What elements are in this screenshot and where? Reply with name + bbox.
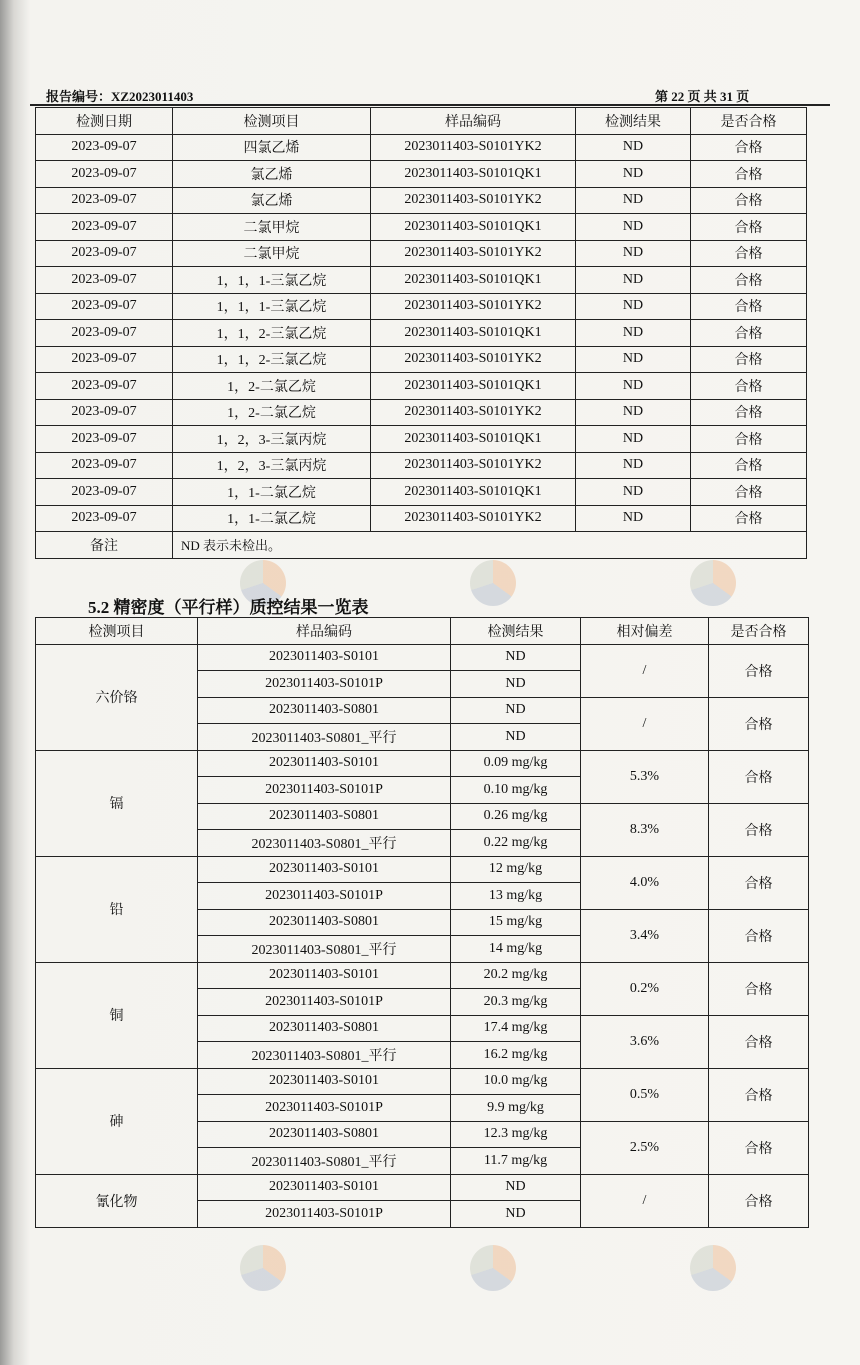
test-item: 铅 bbox=[36, 856, 198, 962]
watermark-logo-icon bbox=[470, 1245, 516, 1291]
sample-code: 2023011403-S0801 bbox=[198, 1015, 451, 1042]
table-row bbox=[36, 134, 807, 161]
table-cell: 合格 bbox=[691, 187, 807, 214]
column-header: 检测项目 bbox=[36, 618, 198, 645]
watermark-logo-icon bbox=[690, 560, 736, 606]
table-cell: 氯乙烯 bbox=[173, 187, 371, 214]
table-cell: 合格 bbox=[691, 214, 807, 241]
table-cell: ND bbox=[576, 240, 691, 267]
table-cell: 2023011403-S0101QK1 bbox=[371, 373, 576, 400]
sample-code: 2023011403-S0801 bbox=[198, 697, 451, 724]
table-cell: ND bbox=[576, 134, 691, 161]
table-cell: 合格 bbox=[691, 293, 807, 320]
table-cell: 2023-09-07 bbox=[36, 426, 173, 453]
sample-code: 2023011403-S0101 bbox=[198, 1174, 451, 1201]
test-result: 20.2 mg/kg bbox=[451, 962, 581, 989]
sample-code: 2023011403-S0101P bbox=[198, 1095, 451, 1122]
table-cell: 合格 bbox=[691, 373, 807, 400]
test-item: 氰化物 bbox=[36, 1174, 198, 1227]
table-row bbox=[36, 1174, 809, 1201]
table-cell: 合格 bbox=[691, 320, 807, 347]
test-result: ND bbox=[451, 644, 581, 671]
table-cell: 2023-09-07 bbox=[36, 505, 173, 532]
watermark-logo-icon bbox=[690, 1245, 736, 1291]
table-cell: 合格 bbox=[691, 134, 807, 161]
sample-code: 2023011403-S0101P bbox=[198, 989, 451, 1016]
table-row bbox=[36, 187, 807, 214]
table-cell: ND bbox=[576, 161, 691, 188]
column-header: 检测结果 bbox=[576, 108, 691, 135]
table-row bbox=[36, 962, 809, 989]
column-header: 样品编码 bbox=[198, 618, 451, 645]
sample-code: 2023011403-S0101P bbox=[198, 777, 451, 804]
test-result: 12.3 mg/kg bbox=[451, 1121, 581, 1148]
table-cell: 合格 bbox=[691, 452, 807, 479]
table-cell: 1，1，2-三氯乙烷 bbox=[173, 320, 371, 347]
test-result: ND bbox=[451, 1201, 581, 1228]
table-cell: ND bbox=[576, 373, 691, 400]
table-cell: 2023-09-07 bbox=[36, 320, 173, 347]
test-item: 砷 bbox=[36, 1068, 198, 1174]
table-row bbox=[36, 214, 807, 241]
table-row bbox=[36, 452, 807, 479]
table-cell: ND bbox=[576, 293, 691, 320]
relative-deviation: / bbox=[581, 644, 709, 697]
sample-code: 2023011403-S0101 bbox=[198, 962, 451, 989]
table-row bbox=[36, 373, 807, 400]
column-header: 相对偏差 bbox=[581, 618, 709, 645]
pass-status: 合格 bbox=[709, 750, 809, 803]
section-title: 5.2 精密度（平行样）质控结果一览表 bbox=[88, 598, 369, 617]
table-row bbox=[36, 644, 809, 671]
table-cell: 合格 bbox=[691, 426, 807, 453]
watermark-logo-icon bbox=[240, 1245, 286, 1291]
test-result: 17.4 mg/kg bbox=[451, 1015, 581, 1042]
test-result: 15 mg/kg bbox=[451, 909, 581, 936]
table-cell: ND bbox=[576, 399, 691, 426]
table-row bbox=[36, 505, 807, 532]
column-header: 是否合格 bbox=[691, 108, 807, 135]
table-cell: 2023-09-07 bbox=[36, 452, 173, 479]
column-header: 样品编码 bbox=[371, 108, 576, 135]
table-cell: 1，2，3-三氯丙烷 bbox=[173, 452, 371, 479]
sample-code: 2023011403-S0801_平行 bbox=[198, 830, 451, 857]
table-cell: 二氯甲烷 bbox=[173, 240, 371, 267]
sample-code: 2023011403-S0801 bbox=[198, 909, 451, 936]
table-cell: 1，1，1-三氯乙烷 bbox=[173, 293, 371, 320]
sample-code: 2023011403-S0101 bbox=[198, 644, 451, 671]
test-result: 13 mg/kg bbox=[451, 883, 581, 910]
test-item: 镉 bbox=[36, 750, 198, 856]
pass-status: 合格 bbox=[709, 803, 809, 856]
column-header: 检测结果 bbox=[451, 618, 581, 645]
table-cell: 2023-09-07 bbox=[36, 267, 173, 294]
table-cell: 2023-09-07 bbox=[36, 161, 173, 188]
note-label: 备注 bbox=[36, 532, 173, 559]
table-row bbox=[36, 161, 807, 188]
table-cell: ND bbox=[576, 505, 691, 532]
table-row bbox=[36, 240, 807, 267]
pass-status: 合格 bbox=[709, 1174, 809, 1227]
column-header: 检测日期 bbox=[36, 108, 173, 135]
table-cell: 1，2-二氯乙烷 bbox=[173, 399, 371, 426]
report-number: 报告编号：XZ2023011403 bbox=[46, 89, 194, 104]
table-cell: 1，1-二氯乙烷 bbox=[173, 505, 371, 532]
table-cell: 2023011403-S0101YK2 bbox=[371, 346, 576, 373]
table-cell: ND bbox=[576, 346, 691, 373]
table-cell: 四氯乙烯 bbox=[173, 134, 371, 161]
test-result: ND bbox=[451, 724, 581, 751]
table-cell: 1，2，3-三氯丙烷 bbox=[173, 426, 371, 453]
table-row bbox=[36, 320, 807, 347]
test-result: 16.2 mg/kg bbox=[451, 1042, 581, 1069]
pass-status: 合格 bbox=[709, 909, 809, 962]
table-row bbox=[36, 267, 807, 294]
test-result: 0.09 mg/kg bbox=[451, 750, 581, 777]
sample-code: 2023011403-S0101P bbox=[198, 1201, 451, 1228]
pass-status: 合格 bbox=[709, 1121, 809, 1174]
test-result: 14 mg/kg bbox=[451, 936, 581, 963]
sample-code: 2023011403-S0801_平行 bbox=[198, 724, 451, 751]
sample-code: 2023011403-S0801 bbox=[198, 803, 451, 830]
table-cell: 合格 bbox=[691, 346, 807, 373]
test-result: 10.0 mg/kg bbox=[451, 1068, 581, 1095]
table-cell: 2023011403-S0101YK2 bbox=[371, 187, 576, 214]
sample-code: 2023011403-S0101P bbox=[198, 671, 451, 698]
table-row bbox=[36, 346, 807, 373]
test-result: ND bbox=[451, 697, 581, 724]
table-cell: 1，1-二氯乙烷 bbox=[173, 479, 371, 506]
note-text: ND 表示未检出。 bbox=[173, 532, 807, 559]
sample-code: 2023011403-S0101P bbox=[198, 883, 451, 910]
table-cell: 合格 bbox=[691, 161, 807, 188]
sample-code: 2023011403-S0801_平行 bbox=[198, 1148, 451, 1175]
table-cell: 2023-09-07 bbox=[36, 399, 173, 426]
table-cell: 二氯甲烷 bbox=[173, 214, 371, 241]
test-result: 0.22 mg/kg bbox=[451, 830, 581, 857]
table-cell: 氯乙烯 bbox=[173, 161, 371, 188]
table-cell: 2023011403-S0101YK2 bbox=[371, 505, 576, 532]
table-row bbox=[36, 426, 807, 453]
table-cell: ND bbox=[576, 267, 691, 294]
relative-deviation: 8.3% bbox=[581, 803, 709, 856]
test-result: 9.9 mg/kg bbox=[451, 1095, 581, 1122]
table-cell: 合格 bbox=[691, 479, 807, 506]
voc-results-table bbox=[35, 107, 807, 559]
sample-code: 2023011403-S0101 bbox=[198, 856, 451, 883]
table-cell: 2023011403-S0101YK2 bbox=[371, 293, 576, 320]
table-cell: 合格 bbox=[691, 267, 807, 294]
relative-deviation: 0.2% bbox=[581, 962, 709, 1015]
table-cell: 2023011403-S0101QK1 bbox=[371, 320, 576, 347]
table-row bbox=[36, 293, 807, 320]
pass-status: 合格 bbox=[709, 1068, 809, 1121]
table-cell: 2023011403-S0101QK1 bbox=[371, 426, 576, 453]
table-cell: 合格 bbox=[691, 505, 807, 532]
test-result: 12 mg/kg bbox=[451, 856, 581, 883]
test-item: 六价铬 bbox=[36, 644, 198, 750]
test-result: 0.10 mg/kg bbox=[451, 777, 581, 804]
table-row bbox=[36, 856, 809, 883]
table-row bbox=[36, 750, 809, 777]
table-cell: 2023-09-07 bbox=[36, 293, 173, 320]
pass-status: 合格 bbox=[709, 697, 809, 750]
test-result: ND bbox=[451, 671, 581, 698]
table-row bbox=[36, 399, 807, 426]
test-item: 铜 bbox=[36, 962, 198, 1068]
table-cell: 2023011403-S0101QK1 bbox=[371, 161, 576, 188]
table-cell: 2023-09-07 bbox=[36, 346, 173, 373]
relative-deviation: 3.4% bbox=[581, 909, 709, 962]
table-cell: ND bbox=[576, 187, 691, 214]
relative-deviation: 0.5% bbox=[581, 1068, 709, 1121]
table-cell: ND bbox=[576, 479, 691, 506]
relative-deviation: 3.6% bbox=[581, 1015, 709, 1068]
table-cell: 2023-09-07 bbox=[36, 134, 173, 161]
table-cell: 合格 bbox=[691, 240, 807, 267]
table-cell: 2023-09-07 bbox=[36, 479, 173, 506]
precision-qc-table bbox=[35, 617, 809, 1228]
pass-status: 合格 bbox=[709, 1015, 809, 1068]
table-cell: 2023011403-S0101QK1 bbox=[371, 267, 576, 294]
pass-status: 合格 bbox=[709, 644, 809, 697]
sample-code: 2023011403-S0101 bbox=[198, 1068, 451, 1095]
table-cell: ND bbox=[576, 452, 691, 479]
table-cell: 2023011403-S0101QK1 bbox=[371, 479, 576, 506]
relative-deviation: 2.5% bbox=[581, 1121, 709, 1174]
table-cell: 2023011403-S0101YK2 bbox=[371, 134, 576, 161]
sample-code: 2023011403-S0101 bbox=[198, 750, 451, 777]
test-result: ND bbox=[451, 1174, 581, 1201]
table-cell: 2023011403-S0101YK2 bbox=[371, 452, 576, 479]
table-row bbox=[36, 479, 807, 506]
table-cell: 2023-09-07 bbox=[36, 373, 173, 400]
table-cell: 2023-09-07 bbox=[36, 187, 173, 214]
table-cell: 2023011403-S0101YK2 bbox=[371, 240, 576, 267]
relative-deviation: / bbox=[581, 697, 709, 750]
test-result: 20.3 mg/kg bbox=[451, 989, 581, 1016]
table-cell: ND bbox=[576, 426, 691, 453]
table-cell: ND bbox=[576, 214, 691, 241]
table-cell: 2023011403-S0101QK1 bbox=[371, 214, 576, 241]
table-cell: 1，1，1-三氯乙烷 bbox=[173, 267, 371, 294]
header-rule bbox=[30, 104, 830, 106]
pass-status: 合格 bbox=[709, 856, 809, 909]
note-row bbox=[36, 532, 807, 559]
table-cell: 2023-09-07 bbox=[36, 214, 173, 241]
table-cell: 1，2-二氯乙烷 bbox=[173, 373, 371, 400]
column-header: 检测项目 bbox=[173, 108, 371, 135]
table-cell: 2023011403-S0101YK2 bbox=[371, 399, 576, 426]
table-cell: 1，1，2-三氯乙烷 bbox=[173, 346, 371, 373]
table-cell: 合格 bbox=[691, 399, 807, 426]
sample-code: 2023011403-S0801_平行 bbox=[198, 1042, 451, 1069]
table-row bbox=[36, 1068, 809, 1095]
column-header: 是否合格 bbox=[709, 618, 809, 645]
relative-deviation: 5.3% bbox=[581, 750, 709, 803]
table-cell: ND bbox=[576, 320, 691, 347]
sample-code: 2023011403-S0801_平行 bbox=[198, 936, 451, 963]
table-cell: 2023-09-07 bbox=[36, 240, 173, 267]
page-indicator: 第 22 页 共 31 页 bbox=[655, 89, 750, 104]
relative-deviation: / bbox=[581, 1174, 709, 1227]
test-result: 11.7 mg/kg bbox=[451, 1148, 581, 1175]
sample-code: 2023011403-S0801 bbox=[198, 1121, 451, 1148]
watermark-logo-icon bbox=[470, 560, 516, 606]
pass-status: 合格 bbox=[709, 962, 809, 1015]
relative-deviation: 4.0% bbox=[581, 856, 709, 909]
test-result: 0.26 mg/kg bbox=[451, 803, 581, 830]
